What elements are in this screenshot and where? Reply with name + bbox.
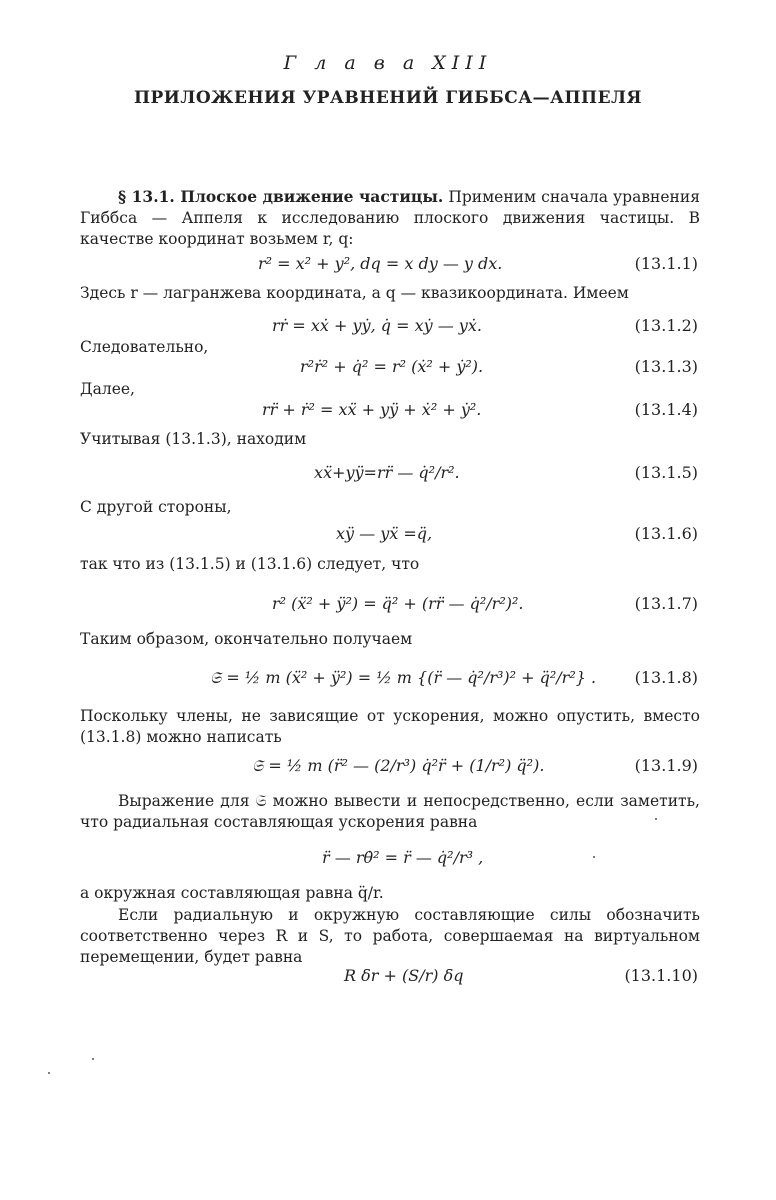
scan-speck: [593, 856, 595, 858]
chapter-label: Г л а в а XIII: [283, 52, 493, 74]
equation-formula: 𝔖 = ½ m (ẍ² + ÿ²) = ½ m {(r̈ — q̇²/r³)² + q̈²/r²} .: [210, 668, 597, 687]
equation-13-1-10: [80, 966, 698, 1000]
equation-formula: rṙ = xẋ + yẏ, q̇ = xẏ — yẋ.: [272, 316, 482, 335]
text-line: С другой стороны,: [80, 498, 232, 516]
equation-number: (13.1.5): [634, 463, 698, 482]
equation-13-1-3: [80, 357, 698, 391]
equation-formula: r² = x² + y², dq = x dy — y dx.: [258, 254, 503, 273]
text-line: Далее,: [80, 380, 135, 398]
equation-formula: R δr + (S/r) δq: [344, 966, 464, 985]
text-paragraph: Поскольку члены, не зависящие от ускорения, можно опустить, вместо (13.1.8) можно написать: [80, 707, 700, 746]
equation-number: (13.1.9): [634, 756, 698, 775]
text-paragraph: Выражение для 𝔖 можно вывести и непосредственно, если заметить, что радиальная составляющая ускорения равна: [80, 792, 700, 831]
equation-13-1-9: [80, 756, 698, 790]
equation-number: (13.1.1): [634, 254, 698, 273]
equation-13-1-8: [80, 668, 698, 702]
scan-speck: [92, 1058, 94, 1060]
equation-formula: rr̈ + ṙ² = xẍ + yÿ + ẋ² + ẏ².: [262, 400, 482, 419]
equation-13-1-4: [80, 400, 698, 434]
equation-number: (13.1.3): [634, 357, 698, 376]
scan-speck: [655, 818, 657, 820]
scan-speck: [48, 1072, 50, 1074]
section-intro-text: Применим сначала уравнения Гиббса — Аппеля к исследованию плоского движения частицы. В качестве координат возьмем r, q:: [80, 188, 700, 248]
text-paragraph: Здесь r — лагранжева координата, а q — квазикоордината. Имеем: [80, 284, 629, 302]
section-heading: § 13.1. Плоское движение частицы.: [118, 187, 444, 206]
text-line: а окружная составляющая равна q̈/r.: [80, 884, 384, 902]
text-line: Следовательно,: [80, 338, 209, 356]
equation-number: (13.1.10): [624, 966, 698, 985]
equation-formula: xẍ+yÿ=rr̈ — q̇²/r².: [314, 463, 460, 482]
text-paragraph: Если радиальную и окружную составляющие силы обозначить соответственно через R и S, то работа, совершаемая на виртуальном перемещении, будет равна: [80, 906, 700, 966]
equation-formula: 𝔖 = ½ m (r̈² — (2/r³) q̇²r̈ + (1/r²) q̈²).: [252, 756, 545, 775]
text-line: Учитывая (13.1.3), находим: [80, 430, 307, 448]
equation-number: (13.1.8): [634, 668, 698, 687]
equation-number: (13.1.2): [634, 316, 698, 335]
equation-number: (13.1.7): [634, 594, 698, 613]
equation-formula: r̈ — rθ̇² = r̈ — q̇²/r³ ,: [322, 848, 484, 867]
equation-formula: r²ṙ² + q̇² = r² (ẋ² + ẏ²).: [300, 357, 484, 376]
equation-radial-acceleration: [80, 848, 698, 882]
section-intro-paragraph: [80, 186, 700, 250]
text-line: Таким образом, окончательно получаем: [80, 630, 413, 648]
equation-13-1-7: [80, 594, 698, 628]
equation-formula: xÿ — yẍ =q̈,: [336, 524, 433, 543]
equation-13-1-5: [80, 463, 698, 497]
chapter-title: ПРИЛОЖЕНИЯ УРАВНЕНИЙ ГИББСА—АППЕЛЯ: [133, 88, 643, 108]
equation-number: (13.1.4): [634, 400, 698, 419]
equation-number: (13.1.6): [634, 524, 698, 543]
equation-formula: r² (ẍ² + ÿ²) = q̈² + (rr̈ — q̇²/r²)².: [272, 594, 524, 613]
equation-13-1-6: [80, 524, 698, 558]
text-line: так что из (13.1.5) и (13.1.6) следует, что: [80, 555, 420, 573]
